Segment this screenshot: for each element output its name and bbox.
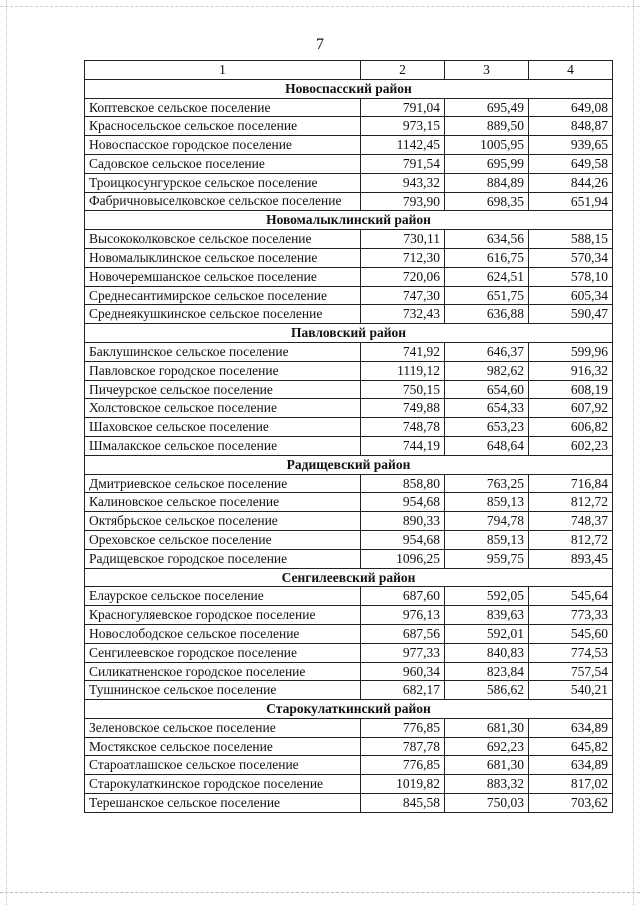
value-col-3: 592,01: [445, 624, 529, 643]
value-col-3: 763,25: [445, 474, 529, 493]
district-row: [85, 211, 613, 230]
value-col-4: 748,37: [529, 512, 613, 531]
value-col-3: 959,75: [445, 549, 529, 568]
header-col-4: 4: [529, 61, 613, 80]
value-col-2: 954,68: [361, 530, 445, 549]
value-col-2: 787,78: [361, 737, 445, 756]
value-col-3: 634,56: [445, 230, 529, 249]
value-col-3: 695,49: [445, 98, 529, 117]
value-col-2: 776,85: [361, 756, 445, 775]
table-row: [85, 230, 613, 249]
value-col-4: 817,02: [529, 775, 613, 794]
settlement-name: Красногуляевское городское поселение: [85, 606, 361, 625]
value-col-2: 682,17: [361, 681, 445, 700]
value-col-2: 1142,45: [361, 136, 445, 155]
scan-edge-bottom: [0, 892, 640, 893]
scan-edge-right: [633, 0, 634, 905]
value-col-4: 607,92: [529, 399, 613, 418]
table-row: [85, 662, 613, 681]
value-col-3: 616,75: [445, 248, 529, 267]
value-col-4: 634,89: [529, 756, 613, 775]
settlement-name: Октябрьское сельское поселение: [85, 512, 361, 531]
value-col-2: 977,33: [361, 643, 445, 662]
value-col-2: 687,60: [361, 587, 445, 606]
value-col-4: 844,26: [529, 173, 613, 192]
value-col-3: 681,30: [445, 718, 529, 737]
value-col-4: 848,87: [529, 117, 613, 136]
value-col-3: 592,05: [445, 587, 529, 606]
value-col-2: 748,78: [361, 418, 445, 437]
value-col-4: 588,15: [529, 230, 613, 249]
value-col-4: 651,94: [529, 192, 613, 211]
table-row: [85, 718, 613, 737]
table-row: [85, 775, 613, 794]
settlement-name: Силикатненское городское поселение: [85, 662, 361, 681]
district-row: [85, 79, 613, 98]
district-name: Павловский район: [85, 324, 613, 343]
value-col-3: 859,13: [445, 493, 529, 512]
settlement-name: Баклушинское сельское поселение: [85, 342, 361, 361]
table-row: [85, 512, 613, 531]
value-col-2: 791,54: [361, 154, 445, 173]
value-col-2: 1096,25: [361, 549, 445, 568]
settlement-name: Коптевское сельское поселение: [85, 98, 361, 117]
value-col-2: 712,30: [361, 248, 445, 267]
table-row: [85, 624, 613, 643]
page-number: 7: [316, 36, 324, 53]
district-name: Новомалыклинский район: [85, 211, 613, 230]
settlement-name: Дмитриевское сельское поселение: [85, 474, 361, 493]
value-col-4: 578,10: [529, 267, 613, 286]
settlement-name: Новочеремшанское сельское поселение: [85, 267, 361, 286]
settlement-name: Сенгилеевское городское поселение: [85, 643, 361, 662]
value-col-4: 916,32: [529, 361, 613, 380]
table-row: [85, 136, 613, 155]
value-col-3: 624,51: [445, 267, 529, 286]
settlement-name: Пичеурское сельское поселение: [85, 380, 361, 399]
value-col-3: 883,32: [445, 775, 529, 794]
table-row: [85, 154, 613, 173]
value-col-3: 982,62: [445, 361, 529, 380]
value-col-2: 954,68: [361, 493, 445, 512]
value-col-4: 939,65: [529, 136, 613, 155]
settlement-name: Тушнинское сельское поселение: [85, 681, 361, 700]
value-col-4: 757,54: [529, 662, 613, 681]
table-row: [85, 380, 613, 399]
value-col-2: 732,43: [361, 305, 445, 324]
table-row: [85, 399, 613, 418]
value-col-3: 698,35: [445, 192, 529, 211]
value-col-2: 845,58: [361, 794, 445, 813]
header-row: [85, 61, 613, 80]
value-col-2: 747,30: [361, 286, 445, 305]
table-row: [85, 286, 613, 305]
table-row: [85, 192, 613, 211]
table-row: [85, 681, 613, 700]
table-row: [85, 737, 613, 756]
scan-edge-top: [0, 6, 640, 7]
value-col-3: 1005,95: [445, 136, 529, 155]
value-col-3: 859,13: [445, 530, 529, 549]
value-col-3: 681,30: [445, 756, 529, 775]
value-col-2: 1019,82: [361, 775, 445, 794]
value-col-4: 634,89: [529, 718, 613, 737]
value-col-3: 636,88: [445, 305, 529, 324]
value-col-2: 687,56: [361, 624, 445, 643]
table-row: [85, 305, 613, 324]
value-col-4: 645,82: [529, 737, 613, 756]
settlement-name: Шмалакское сельское поселение: [85, 436, 361, 455]
table-row: [85, 342, 613, 361]
value-col-2: 741,92: [361, 342, 445, 361]
value-col-4: 545,64: [529, 587, 613, 606]
settlement-name: Новоспасское городское поселение: [85, 136, 361, 155]
header-col-3: 3: [445, 61, 529, 80]
value-col-4: 540,21: [529, 681, 613, 700]
value-col-2: 858,80: [361, 474, 445, 493]
table-row: [85, 493, 613, 512]
value-col-3: 750,03: [445, 794, 529, 813]
value-col-3: 840,83: [445, 643, 529, 662]
table-row: [85, 549, 613, 568]
value-col-3: 646,37: [445, 342, 529, 361]
settlement-name: Мостякское сельское поселение: [85, 737, 361, 756]
table-row: [85, 117, 613, 136]
settlement-name: Троицкосунгурское сельское поселение: [85, 173, 361, 192]
settlement-name: Калиновское сельское поселение: [85, 493, 361, 512]
value-col-3: 648,64: [445, 436, 529, 455]
district-row: [85, 700, 613, 719]
value-col-4: 608,19: [529, 380, 613, 399]
value-col-3: 889,50: [445, 117, 529, 136]
value-col-2: 973,15: [361, 117, 445, 136]
settlement-name: Радищевское городское поселение: [85, 549, 361, 568]
value-col-2: 976,13: [361, 606, 445, 625]
value-col-2: 793,90: [361, 192, 445, 211]
value-col-4: 773,33: [529, 606, 613, 625]
settlement-name: Елаурское сельское поселение: [85, 587, 361, 606]
value-col-4: 649,58: [529, 154, 613, 173]
value-col-3: 794,78: [445, 512, 529, 531]
scan-edge-left: [6, 0, 7, 905]
table-row: [85, 474, 613, 493]
value-col-4: 716,84: [529, 474, 613, 493]
value-col-3: 695,99: [445, 154, 529, 173]
settlement-name: Садовское сельское поселение: [85, 154, 361, 173]
settlement-name: Красносельское сельское поселение: [85, 117, 361, 136]
table-row: [85, 173, 613, 192]
value-col-2: 744,19: [361, 436, 445, 455]
value-col-4: 606,82: [529, 418, 613, 437]
settlement-name: Высококолковское сельское поселение: [85, 230, 361, 249]
value-col-2: 890,33: [361, 512, 445, 531]
value-col-3: 586,62: [445, 681, 529, 700]
table-row: [85, 361, 613, 380]
settlement-name: Зеленовское сельское поселение: [85, 718, 361, 737]
value-col-2: 730,11: [361, 230, 445, 249]
settlement-name: Среднесантимирское сельское поселение: [85, 286, 361, 305]
value-col-4: 893,45: [529, 549, 613, 568]
value-col-4: 703,62: [529, 794, 613, 813]
value-col-2: 943,32: [361, 173, 445, 192]
value-col-3: 653,23: [445, 418, 529, 437]
settlement-name: Терешанское сельское поселение: [85, 794, 361, 813]
value-col-3: 654,60: [445, 380, 529, 399]
value-col-3: 839,63: [445, 606, 529, 625]
settlement-name: Среднеякушкинское сельское поселение: [85, 305, 361, 324]
table-row: [85, 794, 613, 813]
value-col-4: 602,23: [529, 436, 613, 455]
settlement-name: Ореховское сельское поселение: [85, 530, 361, 549]
settlement-name: Фабричновыселковское сельское поселение: [85, 192, 361, 211]
district-row: [85, 455, 613, 474]
table-row: [85, 756, 613, 775]
table-row: [85, 248, 613, 267]
value-col-2: 720,06: [361, 267, 445, 286]
value-col-2: 750,15: [361, 380, 445, 399]
table-row: [85, 436, 613, 455]
value-col-4: 812,72: [529, 493, 613, 512]
value-col-3: 823,84: [445, 662, 529, 681]
value-col-3: 651,75: [445, 286, 529, 305]
table-row: [85, 587, 613, 606]
district-name: Сенгилеевский район: [85, 568, 613, 587]
table-row: [85, 530, 613, 549]
value-col-4: 590,47: [529, 305, 613, 324]
settlement-name: Холстовское сельское поселение: [85, 399, 361, 418]
settlement-name: Староатлашское сельское поселение: [85, 756, 361, 775]
header-col-1: 1: [85, 61, 361, 80]
table-row: [85, 606, 613, 625]
value-col-4: 570,34: [529, 248, 613, 267]
table-row: [85, 267, 613, 286]
value-col-2: 960,34: [361, 662, 445, 681]
value-col-4: 599,96: [529, 342, 613, 361]
value-col-3: 692,23: [445, 737, 529, 756]
value-col-2: 749,88: [361, 399, 445, 418]
value-col-4: 774,53: [529, 643, 613, 662]
settlement-name: Павловское городское поселение: [85, 361, 361, 380]
value-col-2: 776,85: [361, 718, 445, 737]
value-col-2: 1119,12: [361, 361, 445, 380]
settlement-name: Шаховское сельское поселение: [85, 418, 361, 437]
settlement-name: Новомалыклинское сельское поселение: [85, 248, 361, 267]
district-row: [85, 324, 613, 343]
settlement-name: Старокулаткинское городское поселение: [85, 775, 361, 794]
district-name: Новоспасский район: [85, 79, 613, 98]
value-col-4: 649,08: [529, 98, 613, 117]
value-col-4: 605,34: [529, 286, 613, 305]
value-col-3: 884,89: [445, 173, 529, 192]
table-row: [85, 643, 613, 662]
table-body: [85, 79, 613, 812]
value-col-4: 812,72: [529, 530, 613, 549]
value-col-2: 791,04: [361, 98, 445, 117]
value-col-3: 654,33: [445, 399, 529, 418]
district-name: Радищевский район: [85, 455, 613, 474]
table-row: [85, 98, 613, 117]
header-col-2: 2: [361, 61, 445, 80]
table-row: [85, 418, 613, 437]
data-table: [84, 60, 613, 813]
district-row: [85, 568, 613, 587]
settlement-name: Новослободское сельское поселение: [85, 624, 361, 643]
value-col-4: 545,60: [529, 624, 613, 643]
district-name: Старокулаткинский район: [85, 700, 613, 719]
